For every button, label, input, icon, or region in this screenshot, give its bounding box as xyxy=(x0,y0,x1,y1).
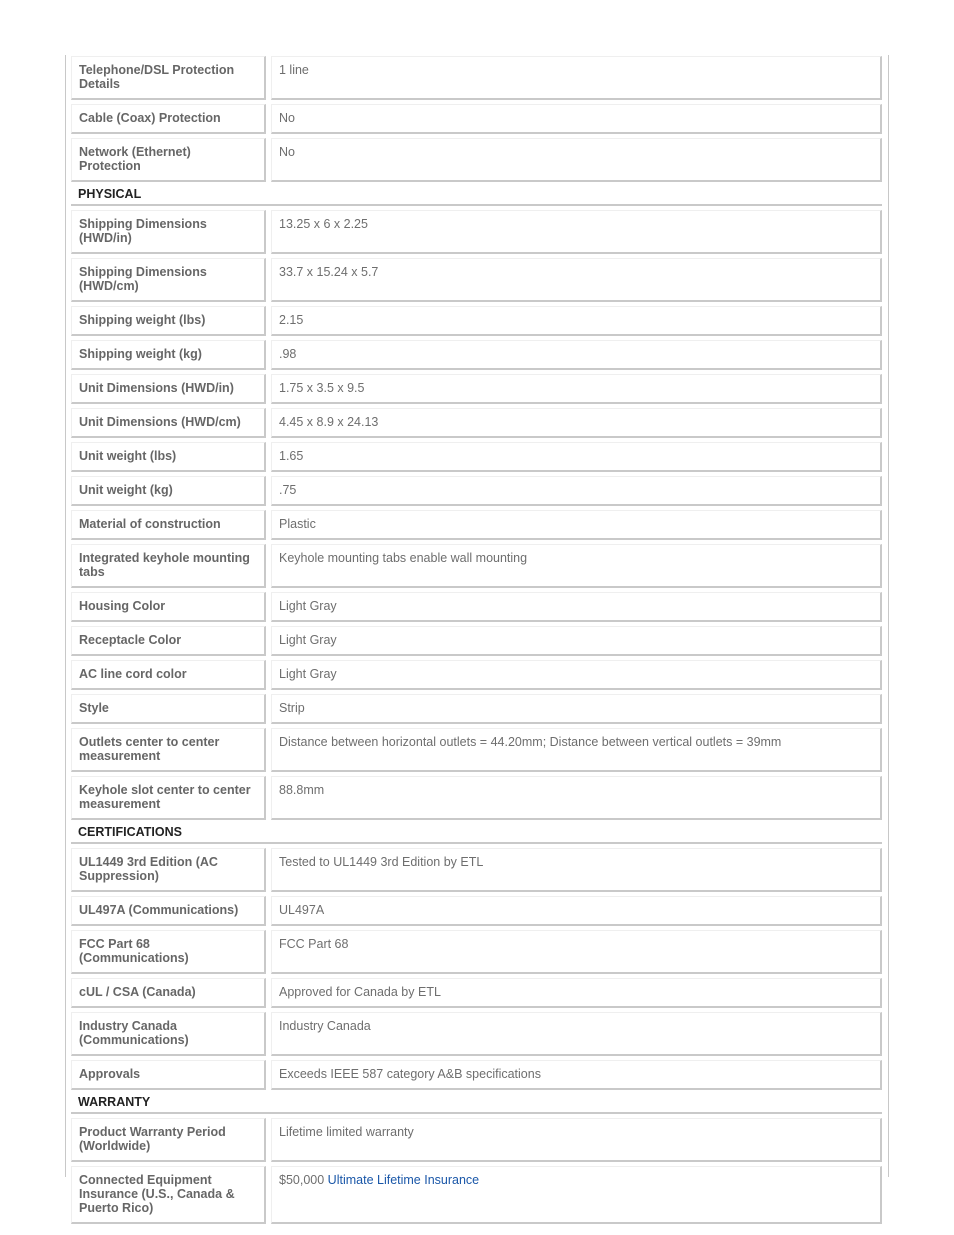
spec-value-text: 2.15 xyxy=(279,313,304,327)
spec-value-text: Light Gray xyxy=(279,599,337,613)
spec-value-text: Light Gray xyxy=(279,633,337,647)
spec-table xyxy=(71,52,882,1228)
section-title: PHYSICAL xyxy=(71,186,882,206)
spec-row xyxy=(71,1060,882,1090)
spec-row xyxy=(71,56,882,100)
spec-label: Unit Dimensions (HWD/cm) xyxy=(71,408,266,438)
section-title: CERTIFICATIONS xyxy=(71,824,882,844)
spec-label: Shipping Dimensions (HWD/in) xyxy=(71,210,266,254)
spec-row xyxy=(71,138,882,182)
spec-row xyxy=(71,476,882,506)
spec-label: Unit Dimensions (HWD/in) xyxy=(71,374,266,404)
section-header-row xyxy=(71,186,882,206)
spec-value xyxy=(271,626,882,656)
spec-value-text: Tested to UL1449 3rd Edition by ETL xyxy=(279,855,484,869)
spec-value xyxy=(271,1012,882,1056)
spec-value-text: 1.65 xyxy=(279,449,304,463)
spec-label: Unit weight (kg) xyxy=(71,476,266,506)
spec-row xyxy=(71,930,882,974)
spec-label: Product Warranty Period (Worldwide) xyxy=(71,1118,266,1162)
spec-value xyxy=(271,848,882,892)
spec-value-text: Light Gray xyxy=(279,667,337,681)
spec-value xyxy=(271,728,882,772)
spec-value xyxy=(271,660,882,690)
spec-value-text: Approved for Canada by ETL xyxy=(279,985,441,999)
spec-value xyxy=(271,306,882,336)
spec-value xyxy=(271,442,882,472)
spec-value-text: $50,000 xyxy=(279,1173,328,1187)
spec-row xyxy=(71,626,882,656)
spec-value-text: .98 xyxy=(279,347,297,361)
section-header-row xyxy=(71,824,882,844)
spec-row xyxy=(71,258,882,302)
spec-value-text: UL497A xyxy=(279,903,325,917)
spec-row xyxy=(71,1118,882,1162)
spec-value xyxy=(271,1166,882,1224)
spec-row xyxy=(71,1166,882,1224)
spec-value-text: Exceeds IEEE 587 category A&B specifications xyxy=(279,1067,541,1081)
spec-value-text: 33.7 x 15.24 x 5.7 xyxy=(279,265,379,279)
spec-value-text: 88.8mm xyxy=(279,783,325,797)
spec-value xyxy=(271,408,882,438)
spec-value xyxy=(271,210,882,254)
spec-value xyxy=(271,258,882,302)
spec-row xyxy=(71,210,882,254)
spec-label: AC line cord color xyxy=(71,660,266,690)
spec-row xyxy=(71,104,882,134)
spec-label: Shipping Dimensions (HWD/cm) xyxy=(71,258,266,302)
spec-label: FCC Part 68 (Communications) xyxy=(71,930,266,974)
spec-value-text: FCC Part 68 xyxy=(279,937,349,951)
spec-label: Shipping weight (kg) xyxy=(71,340,266,370)
spec-label: Cable (Coax) Protection xyxy=(71,104,266,134)
spec-value-text: Keyhole mounting tabs enable wall mounting xyxy=(279,551,528,565)
spec-label: Receptacle Color xyxy=(71,626,266,656)
spec-label: UL1449 3rd Edition (AC Suppression) xyxy=(71,848,266,892)
spec-row xyxy=(71,544,882,588)
spec-row xyxy=(71,694,882,724)
spec-row xyxy=(71,1012,882,1056)
spec-value xyxy=(271,510,882,540)
spec-row xyxy=(71,306,882,336)
spec-row xyxy=(71,442,882,472)
spec-label: Approvals xyxy=(71,1060,266,1090)
spec-value-text: .75 xyxy=(279,483,297,497)
spec-value xyxy=(271,776,882,820)
spec-label: Style xyxy=(71,694,266,724)
spec-value-text: No xyxy=(279,145,295,159)
spec-label: Unit weight (lbs) xyxy=(71,442,266,472)
spec-value-text: Plastic xyxy=(279,517,316,531)
spec-value xyxy=(271,896,882,926)
spec-row xyxy=(71,340,882,370)
spec-value-text: No xyxy=(279,111,295,125)
spec-value xyxy=(271,138,882,182)
spec-label: Keyhole slot center to center measurement xyxy=(71,776,266,820)
spec-value-text: 1.75 x 3.5 x 9.5 xyxy=(279,381,365,395)
spec-label: Connected Equipment Insurance (U.S., Canada & Puerto Rico) xyxy=(71,1166,266,1224)
spec-value-text: Industry Canada xyxy=(279,1019,371,1033)
insurance-link[interactable]: Ultimate Lifetime Insurance xyxy=(327,1173,480,1187)
spec-label: Network (Ethernet) Protection xyxy=(71,138,266,182)
spec-row xyxy=(71,776,882,820)
spec-row xyxy=(71,728,882,772)
spec-label: Housing Color xyxy=(71,592,266,622)
spec-table-body xyxy=(71,56,882,1224)
spec-row xyxy=(71,896,882,926)
spec-row xyxy=(71,592,882,622)
spec-value xyxy=(271,340,882,370)
spec-value xyxy=(271,104,882,134)
spec-value-text: Distance between horizontal outlets = 44.20mm; Distance between vertical outlets = 39mm xyxy=(279,735,782,749)
spec-value xyxy=(271,544,882,588)
spec-row xyxy=(71,848,882,892)
spec-value xyxy=(271,694,882,724)
spec-value-text: Strip xyxy=(279,701,305,715)
spec-label: Integrated keyhole mounting tabs xyxy=(71,544,266,588)
section-header-row xyxy=(71,1094,882,1114)
spec-value-text: 13.25 x 6 x 2.25 xyxy=(279,217,368,231)
spec-value xyxy=(271,1060,882,1090)
spec-row xyxy=(71,374,882,404)
spec-value xyxy=(271,56,882,100)
spec-value-text: Lifetime limited warranty xyxy=(279,1125,414,1139)
spec-value xyxy=(271,476,882,506)
section-title: WARRANTY xyxy=(71,1094,882,1114)
spec-value xyxy=(271,374,882,404)
spec-row xyxy=(71,510,882,540)
spec-value xyxy=(271,978,882,1008)
spec-value xyxy=(271,1118,882,1162)
spec-label: cUL / CSA (Canada) xyxy=(71,978,266,1008)
spec-value xyxy=(271,930,882,974)
spec-label: UL497A (Communications) xyxy=(71,896,266,926)
spec-label: Material of construction xyxy=(71,510,266,540)
spec-value xyxy=(271,592,882,622)
spec-label: Industry Canada (Communications) xyxy=(71,1012,266,1056)
spec-label: Telephone/DSL Protection Details xyxy=(71,56,266,100)
spec-label: Shipping weight (lbs) xyxy=(71,306,266,336)
spec-row xyxy=(71,660,882,690)
spec-value-text: 4.45 x 8.9 x 24.13 xyxy=(279,415,379,429)
spec-row xyxy=(71,408,882,438)
spec-row xyxy=(71,978,882,1008)
spec-label: Outlets center to center measurement xyxy=(71,728,266,772)
spec-value-text: 1 line xyxy=(279,63,309,77)
